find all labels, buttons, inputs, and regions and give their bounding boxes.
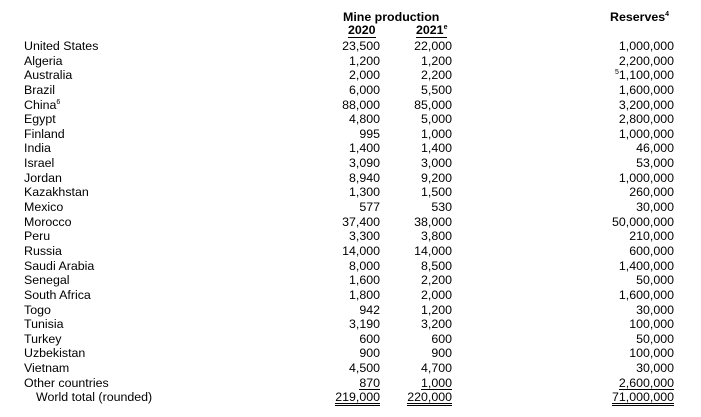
reserves-value: 30,000 (636, 302, 674, 317)
table-row (24, 186, 674, 201)
production-2020-value: 4,500 (348, 361, 380, 376)
reserves (600, 99, 674, 114)
reserves (600, 289, 674, 304)
reserves-cell (619, 98, 674, 112)
production-2021 (380, 216, 452, 231)
country-name-value: Morocco (24, 214, 72, 229)
reserves-cell (619, 112, 674, 126)
reserves-cell (629, 244, 674, 258)
country-name (24, 99, 324, 114)
reserves-value: 260,000 (629, 185, 674, 200)
production-2020-value: 4,800 (348, 112, 380, 127)
production-2020 (324, 260, 380, 275)
reserves (600, 55, 674, 70)
production-2020 (324, 304, 380, 319)
production-2020 (324, 377, 380, 392)
reserves-cell (619, 171, 674, 185)
country-name-value: Mexico (24, 200, 64, 215)
reserves-cell (629, 317, 674, 331)
spacer (452, 55, 600, 70)
table-row (24, 69, 674, 84)
production-2020 (324, 113, 380, 128)
reserves-value: 210,000 (629, 229, 674, 244)
production-2021 (380, 289, 452, 304)
production-2020 (324, 245, 380, 260)
reserves-value: 100,000 (629, 317, 674, 332)
country-name-value: Vietnam (24, 361, 70, 376)
country-name (24, 333, 324, 348)
production-2021 (380, 99, 452, 114)
reserves (600, 260, 674, 275)
country-name-value: Other countries (24, 375, 109, 390)
reserves (600, 113, 674, 128)
production-2021-value: 38,000 (414, 214, 452, 229)
country-name-value: China (24, 97, 57, 112)
production-2021 (380, 260, 452, 275)
production-2021-value: 2,200 (420, 68, 452, 83)
production-2020-value: 1,200 (348, 53, 380, 68)
reserves (600, 333, 674, 348)
country-name (24, 362, 324, 377)
reserves-value: 600,000 (629, 243, 674, 258)
spacer (452, 186, 600, 201)
production-2021 (380, 40, 452, 55)
production-2020 (324, 99, 380, 114)
production-2020-value: 3,300 (348, 229, 380, 244)
production-2020 (324, 362, 380, 377)
production-2020-value: 870 (359, 375, 380, 390)
production-2020-value: 88,000 (342, 97, 380, 112)
total-label (24, 391, 324, 406)
spacer (452, 113, 600, 128)
country-name-value: Saudi Arabia (24, 258, 95, 273)
table-row (24, 201, 674, 216)
table-row (24, 40, 674, 55)
reserves-value: 50,000 (636, 331, 674, 346)
spacer (452, 333, 600, 348)
table-row (24, 128, 674, 143)
reserves-cell (636, 200, 674, 214)
production-2020-value: 8,940 (348, 170, 380, 185)
production-2020-value: 8,000 (348, 258, 380, 273)
production-2021 (380, 157, 452, 172)
table-row (24, 245, 674, 260)
production-2021-value: 8,500 (420, 258, 452, 273)
production-2021-value: 5,500 (420, 82, 452, 97)
production-2020-value: 14,000 (342, 243, 380, 258)
spacer (452, 142, 600, 157)
year-2020-header: 2020 (348, 23, 376, 37)
country-name-value: Uzbekistan (24, 346, 86, 361)
reserves-cell (612, 215, 674, 229)
production-2021-value: 1,000 (420, 375, 452, 390)
reserves-value: 2,800,000 (618, 112, 674, 127)
production-2021 (380, 274, 452, 289)
mine-production-header: Mine production (343, 10, 440, 24)
production-2020 (324, 128, 380, 143)
reserves (600, 128, 674, 143)
production-2021-value: 22,000 (414, 39, 452, 53)
country-name (24, 230, 324, 245)
country-name-value: Senegal (24, 273, 70, 288)
production-2020 (324, 186, 380, 201)
table-row (24, 304, 674, 319)
country-name (24, 201, 324, 216)
table-row (24, 172, 674, 187)
country-name (24, 84, 324, 99)
reserves-value: 1,000,000 (618, 39, 674, 53)
production-2020 (324, 142, 380, 157)
production-2021 (380, 128, 452, 143)
spacer (452, 304, 600, 319)
country-name (24, 142, 324, 157)
country-name-value: Algeria (24, 53, 63, 68)
production-2021 (380, 201, 452, 216)
country-name-value: United States (24, 39, 99, 53)
reserves-cell (619, 259, 674, 273)
production-2020 (324, 55, 380, 70)
reserves-cell (629, 185, 674, 199)
spacer (452, 274, 600, 289)
spacer (452, 230, 600, 245)
spacer (452, 260, 600, 275)
production-2021-value: 3,200 (420, 317, 452, 332)
country-name-value: Tunisia (24, 317, 64, 332)
reserves (600, 142, 674, 157)
production-2020-value: 6,000 (348, 82, 380, 97)
country-name (24, 172, 324, 187)
reserves (600, 201, 674, 216)
country-name (24, 377, 324, 392)
production-2020-value: 2,000 (348, 68, 380, 83)
spacer (452, 128, 600, 143)
production-2020 (324, 157, 380, 172)
country-name (24, 113, 324, 128)
production-2020 (324, 172, 380, 187)
production-2020 (324, 230, 380, 245)
reserves-value: 1,000,000 (618, 170, 674, 185)
country-name-value: Peru (24, 229, 51, 244)
spacer (452, 391, 600, 406)
reserves (600, 84, 674, 99)
production-2021 (380, 333, 452, 348)
reserves (600, 157, 674, 172)
reserves-value: 3,200,000 (618, 97, 674, 112)
production-2021-value: 1,500 (420, 185, 452, 200)
reserves-cell (636, 273, 674, 287)
production-2021-value: 3,000 (420, 156, 452, 171)
table-body (24, 40, 674, 406)
production-2020-value: 995 (359, 126, 380, 141)
country-name-value: Jordan (24, 170, 62, 185)
production-2020-value: 3,190 (348, 317, 380, 332)
production-2021-value: 1,400 (420, 141, 452, 156)
table-row (24, 347, 674, 362)
production-2021 (380, 55, 452, 70)
total-label-value: World total (rounded) (36, 390, 153, 405)
reserves-cell (619, 127, 674, 141)
table-row (24, 318, 674, 333)
reserves (600, 216, 674, 231)
country-name (24, 186, 324, 201)
reserves-cell (619, 83, 674, 97)
production-2020-value: 942 (359, 302, 380, 317)
production-2020-value: 23,500 (342, 39, 380, 53)
production-2020-value: 900 (359, 346, 380, 361)
reserves-value: 30,000 (636, 200, 674, 215)
production-2021 (380, 113, 452, 128)
reserves-value: 50,000,000 (611, 214, 674, 229)
spacer (452, 99, 600, 114)
production-2020-value: 577 (359, 200, 380, 215)
spacer (452, 172, 600, 187)
total-2020 (324, 391, 380, 406)
production-2020-value: 1,400 (348, 141, 380, 156)
reserves-value: 100,000 (629, 346, 674, 361)
table-row (24, 274, 674, 289)
reserves (600, 172, 674, 187)
reserves (600, 69, 674, 84)
production-2020-value: 1,600 (348, 273, 380, 288)
production-2021-value: 4,700 (420, 361, 452, 376)
reserves (600, 186, 674, 201)
total-2021 (380, 391, 452, 406)
production-2020 (324, 216, 380, 231)
production-2020-value: 600 (359, 331, 380, 346)
country-name (24, 304, 324, 319)
production-2021-value: 2,000 (420, 287, 452, 302)
reserves-value: 1,400,000 (618, 258, 674, 273)
production-2021 (380, 318, 452, 333)
spacer (452, 245, 600, 260)
reserves (600, 230, 674, 245)
production-2020 (324, 40, 380, 55)
reserves-cell (619, 54, 674, 68)
total-2021-value: 220,000 (407, 390, 452, 405)
production-2020-value: 37,400 (342, 214, 380, 229)
country-name-value: South Africa (24, 287, 91, 302)
country-name (24, 274, 324, 289)
reserves-cell (619, 377, 674, 390)
spacer (452, 362, 600, 377)
production-2021 (380, 377, 452, 392)
production-2021 (380, 84, 452, 99)
table-row (24, 55, 674, 70)
production-2020-value: 1,300 (348, 185, 380, 200)
production-2021-value: 1,200 (420, 53, 452, 68)
reserves-value: 1,000,000 (618, 126, 674, 141)
production-2021-value: 530 (431, 200, 452, 215)
spacer (452, 347, 600, 362)
reserves-value: 1,100,000 (618, 68, 674, 83)
reserves-row-footnote: 5 (614, 69, 619, 77)
country-name-value: Russia (24, 243, 62, 258)
spacer (452, 377, 600, 392)
production-2020 (324, 318, 380, 333)
reserves-value: 46,000 (636, 141, 674, 156)
country-name (24, 55, 324, 70)
production-2021 (380, 69, 452, 84)
production-2020 (324, 274, 380, 289)
country-name-value: Kazakhstan (24, 185, 89, 200)
production-2021 (380, 142, 452, 157)
reserves-cell (636, 332, 674, 346)
reserves-cell (636, 141, 674, 155)
country-name (24, 157, 324, 172)
reserves-value: 2,600,000 (618, 375, 674, 390)
production-2020 (324, 347, 380, 362)
country-name (24, 40, 324, 55)
country-name-value: Brazil (24, 82, 55, 97)
country-name-value: India (24, 141, 51, 156)
production-2021 (380, 186, 452, 201)
table-row (24, 377, 674, 392)
table-row (24, 142, 674, 157)
reserves (600, 347, 674, 362)
year-2021-header (416, 24, 447, 38)
production-2020 (324, 69, 380, 84)
production-2021 (380, 172, 452, 187)
country-name-value: Turkey (24, 331, 62, 346)
country-name-value: Israel (24, 156, 55, 171)
spacer (452, 289, 600, 304)
production-2021-value: 600 (431, 331, 452, 346)
reserves-cell (629, 229, 674, 243)
total-reserves-value: 71,000,000 (611, 390, 674, 405)
table-row (24, 289, 674, 304)
table-row (24, 99, 674, 114)
spacer (452, 318, 600, 333)
reserves-label: Reserves (610, 10, 666, 24)
spacer (452, 216, 600, 231)
reserves-cell (619, 288, 674, 302)
reserves-value: 30,000 (636, 361, 674, 376)
reserves-cell (636, 156, 674, 170)
reserves-value: 1,600,000 (618, 82, 674, 97)
total-2020-value: 219,000 (335, 390, 380, 405)
country-name (24, 245, 324, 260)
production-2021-value: 14,000 (414, 243, 452, 258)
table-row (24, 230, 674, 245)
spacer (452, 157, 600, 172)
table-row (24, 84, 674, 99)
production-2021 (380, 304, 452, 319)
country-name (24, 318, 324, 333)
production-2020-value: 1,800 (348, 287, 380, 302)
production-2020 (324, 289, 380, 304)
country-footnote: 6 (56, 98, 61, 106)
production-2020-value: 3,090 (348, 156, 380, 171)
production-2021 (380, 245, 452, 260)
production-2021 (380, 362, 452, 377)
spacer (452, 40, 600, 55)
production-2021 (380, 347, 452, 362)
production-2021-value: 2,200 (420, 273, 452, 288)
production-2020 (324, 84, 380, 99)
production-2021-value: 9,200 (420, 170, 452, 185)
production-2021-value: 1,200 (420, 302, 452, 317)
reserves (600, 245, 674, 260)
production-2021-value: 900 (431, 346, 452, 361)
reserves-value: 2,200,000 (618, 53, 674, 68)
reserves-value: 1,600,000 (618, 287, 674, 302)
production-2021-value: 1,000 (420, 126, 452, 141)
table-row (24, 260, 674, 275)
reserves (600, 362, 674, 377)
reserves-cell (636, 303, 674, 317)
production-2021-value: 3,800 (420, 229, 452, 244)
reserves-cell (636, 361, 674, 375)
reserves (600, 304, 674, 319)
production-2021-value: 5,000 (420, 112, 452, 127)
production-2021 (380, 230, 452, 245)
reserves-cell (629, 346, 674, 360)
country-name (24, 289, 324, 304)
production-2020 (324, 201, 380, 216)
country-name (24, 260, 324, 275)
reserves (600, 40, 674, 55)
reserves-value: 53,000 (636, 156, 674, 171)
table-row (24, 333, 674, 348)
country-name (24, 216, 324, 231)
spacer (452, 84, 600, 99)
country-name-value: Egypt (24, 112, 56, 127)
reserves (600, 377, 674, 392)
spacer (452, 69, 600, 84)
country-name-value: Finland (24, 126, 65, 141)
reserves-header (610, 10, 669, 24)
spacer (452, 201, 600, 216)
reserves-cell (619, 39, 674, 53)
table-row (24, 157, 674, 172)
reserves (600, 274, 674, 289)
total-reserves (600, 391, 674, 406)
table-row (24, 362, 674, 377)
table-row (24, 216, 674, 231)
estimate-note: e (443, 24, 448, 31)
country-name (24, 128, 324, 143)
country-name-value: Australia (24, 68, 73, 83)
reserves-value: 50,000 (636, 273, 674, 288)
reserves-footnote: 4 (665, 11, 670, 18)
country-name (24, 347, 324, 362)
reserves-cell (615, 68, 674, 82)
table-row (24, 113, 674, 128)
country-name (24, 69, 324, 84)
production-2021-value: 85,000 (414, 97, 452, 112)
total-row (24, 391, 674, 406)
year-2021-label: 2021 (416, 23, 444, 37)
country-name-value: Togo (24, 302, 51, 317)
reserves (600, 318, 674, 333)
production-2020 (324, 333, 380, 348)
production-table (24, 40, 674, 406)
